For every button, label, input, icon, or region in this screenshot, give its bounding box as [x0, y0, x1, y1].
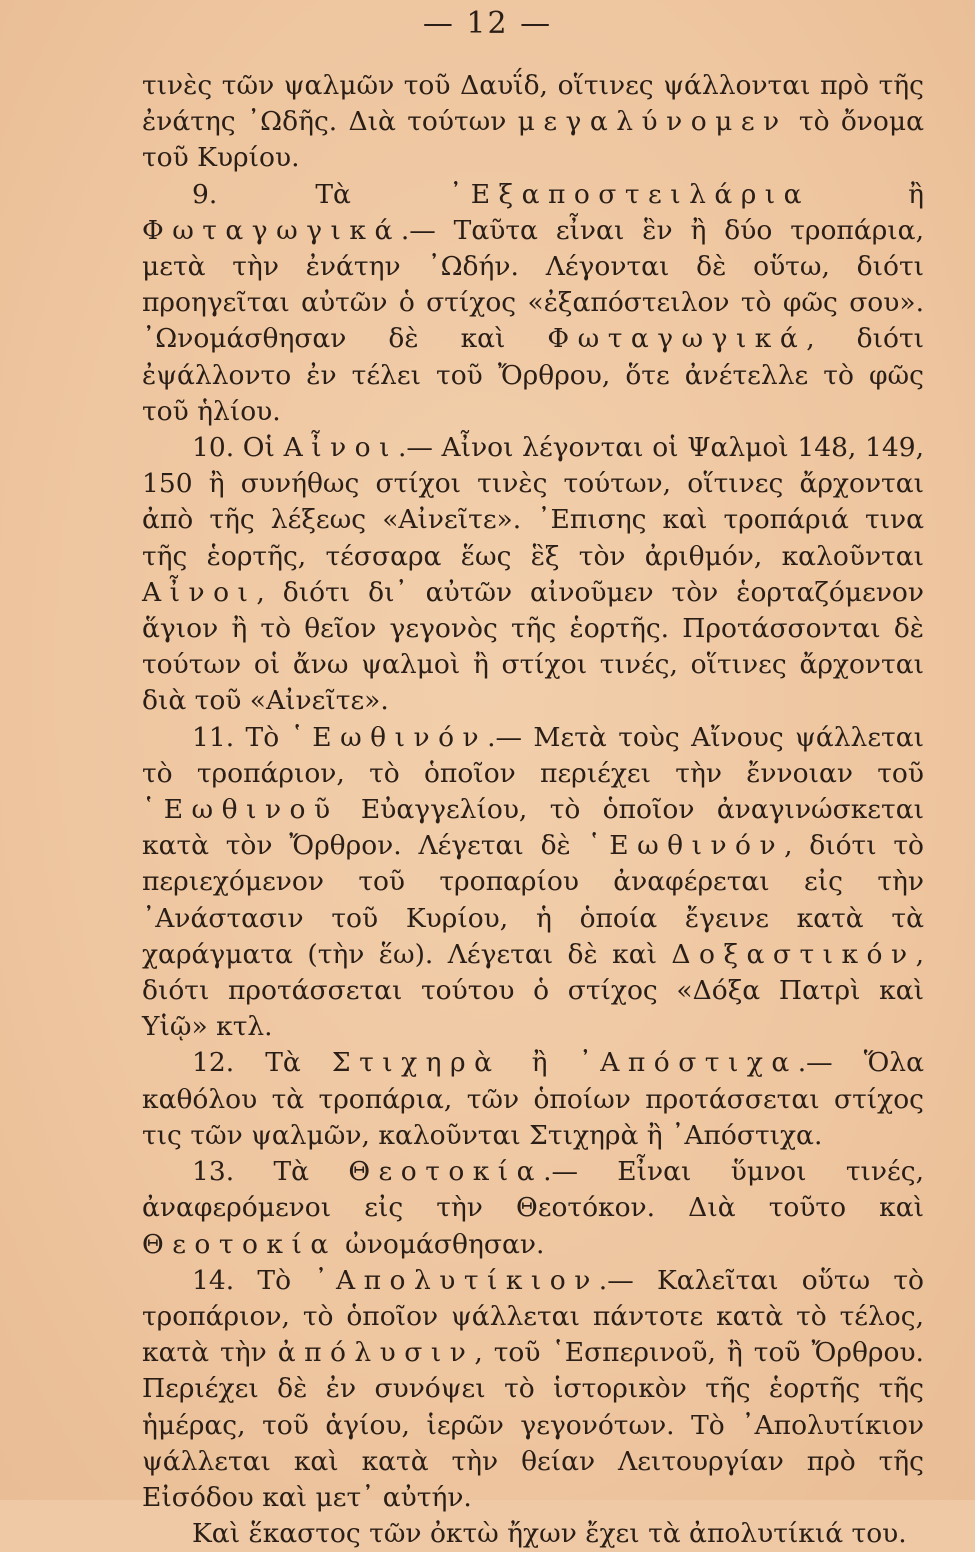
text-run: , τοῦ ῾Εσπερινοῦ, ἢ τοῦ Ὄρθρου. Περιέχει δὲ ἐν συνόψει τὸ ἱστορικὸν τῆς ἑορτῆς τῆς ἡμέρας, τοῦ ἁγίου, ἱερῶν γεγονότων. Τὸ ᾿Απολυτίκιον ψάλλεται καὶ κατὰ τὴν θείαν Λειτουργίαν πρὸ τῆς Εἰσόδου καὶ μετ᾿ αὐτήν.	[142, 1337, 924, 1513]
text-run: .— Μετὰ τοὺς Αἴνους ψάλλεται τὸ τροπάριον, τὸ ὁποῖον περιέχει τὴν ἔννοιαν τοῦ	[142, 721, 924, 789]
paragraph-ainoi	[142, 430, 924, 720]
text-run: .— Αἶνοι λέγονται οἱ Ψαλμοὶ 148, 149, 150 ἢ συνήθως στίχοι τινὲς τούτων, οἵτινες ἄρχονται ἀπὸ τῆς λέξεως «Αἰνεῖτε». ᾿Επισης καὶ τροπάριά τινα τῆς ἑορτῆς, τέσσαρα ἕως ἓξ τὸν ἀριθμόν, καλοῦνται	[142, 432, 925, 572]
text-run: .— Ταῦτα εἶναι ἓν ἢ δύο τροπάρια, μετὰ τὴν ἐνάτην ᾿Ωδήν. Λέγονται δὲ οὕτω, διότι προηγεῖται αὐτῶν ὁ στίχος «ἐξαπόστειλον τὸ φῶς σου». ᾿Ωνομάσθησαν δὲ καὶ	[142, 214, 924, 355]
text-run: Εὐαγγελίου, τὸ ὁποῖον ἀναγινώσκεται κατὰ τὸν Ὄρθρον. Λέγεται δὲ	[142, 794, 924, 862]
text-run: 10. Οἱ	[192, 432, 284, 464]
spaced-term: Αἶνοι	[283, 432, 398, 464]
spaced-term: Αἶνοι	[142, 576, 257, 608]
spaced-term: ῾Εωθινόν	[290, 721, 488, 753]
text-run: Καὶ ἕκαστος τῶν ὀκτὼ ἤχων ἔχει τὰ ἀπολυτίκιά του.	[192, 1518, 907, 1550]
page-number: — 12 —	[422, 6, 553, 41]
paragraph-continuation	[142, 68, 924, 177]
spaced-term: Φωταγωγικά	[142, 214, 401, 246]
paragraph-apolytikion	[142, 1263, 924, 1516]
paragraph-eothinon	[142, 720, 924, 1046]
text-run: 14. Τὸ	[192, 1264, 315, 1296]
text-run: 9. Τὰ	[192, 178, 449, 210]
spaced-term: Θεοτοκία	[348, 1156, 544, 1188]
spaced-term: Θεοτοκία	[142, 1228, 337, 1260]
spaced-term: Φωταγωγικά	[547, 323, 807, 355]
spaced-term: Δοξαστικόν	[671, 938, 916, 970]
text-run: , διότι δι᾿ αὐτῶν αἰνοῦμεν τὸν ἑορταζόμενον ἅγιον ἢ τὸ θεῖον γεγονὸς τῆς ἑορτῆς. Προτάσσονται δὲ τούτων οἱ ἄνω ψαλμοὶ ἢ στίχοι τινές, οἵτινες ἄρχονται διὰ τοῦ «Αἰνεῖτε».	[142, 576, 924, 717]
text-run: τινὲς τῶν ψαλμῶν τοῦ Δαυΐδ, οἵτινες ψάλλονται πρὸ τῆς ἐνάτης ᾿Ωδῆς. Διὰ τούτων	[142, 70, 924, 138]
paragraph-closing	[142, 1516, 924, 1552]
text-run: , διότι τὸ περιεχόμενον τοῦ τροπαρίου ἀναφέρεται εἰς τὴν ᾿Ανάστασιν τοῦ Κυρίου, ἡ ὁποία ἔγεινε κατὰ τὰ χαράγματα (τὴν ἕω). Λέγεται δὲ καὶ	[142, 830, 924, 970]
spaced-term: ἀπόλυσιν	[277, 1337, 475, 1369]
paragraph-exaposteilaria	[142, 177, 924, 430]
spaced-term: ᾿Απόστιχα	[578, 1047, 798, 1079]
text-run: ἢ	[500, 1047, 579, 1079]
text-run: τὸ ὄνομα τοῦ Κυρίου.	[142, 106, 924, 174]
text-run: .— Ὅλα καθόλου τὰ τροπάρια, τῶν ὁποίων προτάσσεται στίχος τις τῶν ψαλμῶν, καλοῦνται Στιχηρὰ ἢ ᾿Απόστιχα.	[142, 1047, 924, 1151]
text-run: 13. Τὰ	[192, 1156, 349, 1188]
spaced-term: μεγαλύνομεν	[517, 106, 788, 138]
text-run: 11. Τὸ	[192, 721, 291, 753]
body-text	[142, 68, 924, 1552]
text-run: .— Καλεῖται οὕτω τὸ τροπάριον, τὸ ὁποῖον ψάλλεται πάντοτε κατὰ τὸ τέλος, κατὰ τὴν	[142, 1264, 924, 1369]
text-run: .— Εἶναι ὕμνοι τινές, ἀναφερόμενοι εἰς τὴν Θεοτόκον. Διὰ τοῦτο καὶ	[142, 1156, 924, 1224]
spaced-term: ᾿Απολυτίκιον	[314, 1264, 599, 1296]
text-run: ὠνομάσθησαν.	[336, 1228, 545, 1260]
paragraph-sticheira	[142, 1045, 924, 1154]
spaced-term: Στιχηρὰ	[331, 1047, 501, 1079]
text-run: , διότι ἐψάλλοντο ἐν τέλει τοῦ Ὄρθρου, ὅτε ἀνέτελλε τὸ φῶς τοῦ ἡλίου.	[142, 323, 924, 427]
text-run: 12. Τὰ	[192, 1047, 332, 1079]
text-run: ἢ	[810, 178, 924, 210]
text-run: , διότι προτάσσεται τούτου ὁ στίχος «Δόξα Πατρὶ καὶ Υἱῷ» κτλ.	[142, 938, 924, 1043]
paragraph-theotokia	[142, 1154, 924, 1263]
spaced-term: ῾Εωθινοῦ	[142, 794, 339, 826]
spaced-term: ᾿Εξαποστειλάρια	[448, 178, 811, 210]
spaced-term: ῾Εωθινόν	[587, 830, 785, 862]
